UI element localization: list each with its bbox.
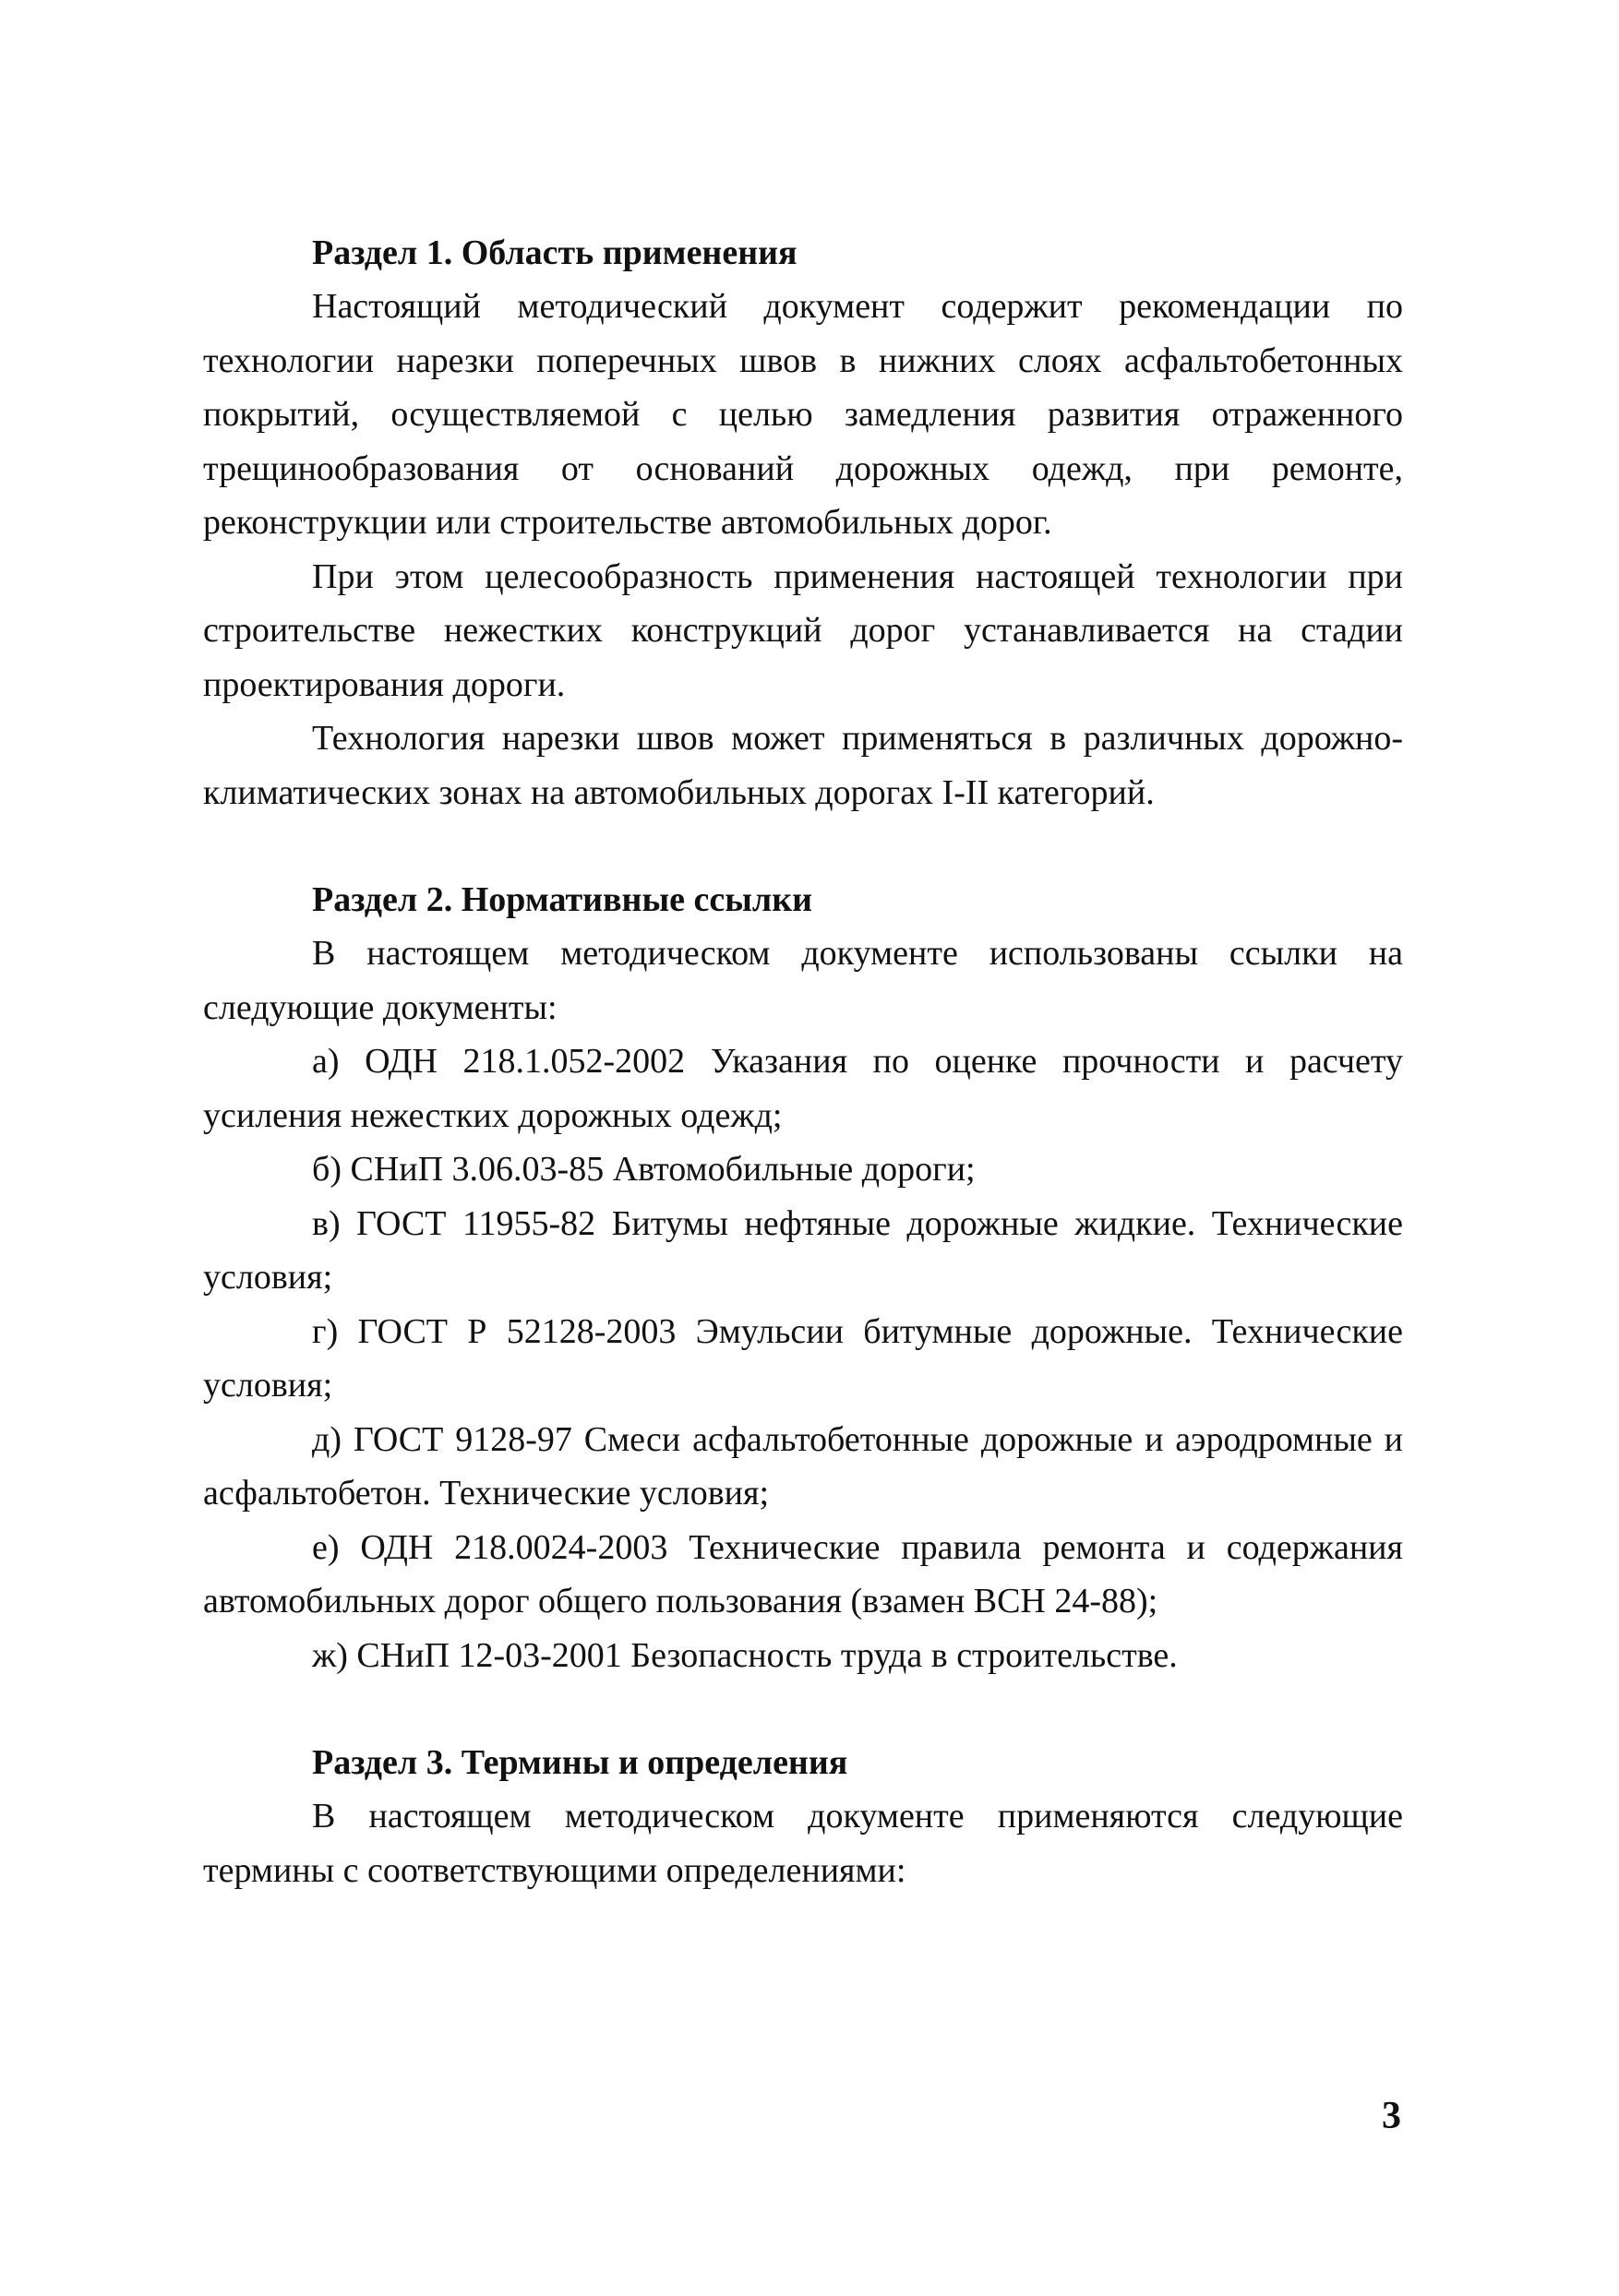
reference-b: б) СНиП 3.06.03-85 Автомобильные дороги; bbox=[312, 1150, 976, 1189]
reference-c: в) ГОСТ 11955-82 Битумы нефтяные дорожные жидкие. Технические условия; bbox=[203, 1203, 1403, 1297]
section-2-heading: Раздел 2. Нормативные ссылки bbox=[312, 880, 812, 919]
reference-a: а) ОДН 218.1.052-2002 Указания по оценке прочности и расчету усиления нежестких дорожных одежд; bbox=[203, 1042, 1403, 1135]
reference-d: г) ГОСТ Р 52128-2003 Эмульсии битумные дорожные. Технические условия; bbox=[203, 1311, 1403, 1405]
section-2-intro: В настоящем методическом документе использованы ссылки на следующие документы: bbox=[203, 934, 1403, 1027]
section-2 bbox=[203, 873, 1403, 1682]
section-3-paragraph-1: В настоящем методическом документе применяются следующие термины с соответствующими определениями: bbox=[203, 1797, 1403, 1890]
section-1-paragraph-1: Настоящий методический документ содержит рекомендации по технологии нарезки поперечных швов в нижних слоях асфальтобетонных покрытий, осуществляемой с целью замедления развития отраженного трещинообразования от оснований дорожных одежд, при ремонте, реконструкции или строительстве автомобильных дорог. bbox=[203, 287, 1403, 542]
reference-e: д) ГОСТ 9128-97 Смеси асфальтобетонные дорожные и аэродромные и асфальтобетон. Технические условия; bbox=[203, 1419, 1403, 1513]
reference-g: ж) СНиП 12-03-2001 Безопасность труда в строительстве. bbox=[312, 1635, 1178, 1675]
page-number: 3 bbox=[1382, 2095, 1401, 2137]
section-1-paragraph-2: При этом целесообразность применения настоящей технологии при строительстве нежестких конструкций дорог устанавливается на стадии проектирования дороги. bbox=[203, 556, 1403, 704]
page-content bbox=[203, 226, 1403, 1897]
section-1 bbox=[203, 226, 1403, 819]
section-gap bbox=[203, 1682, 1403, 1736]
section-1-heading: Раздел 1. Область применения bbox=[312, 233, 798, 272]
reference-f: е) ОДН 218.0024-2003 Технические правила ремонта и содержания автомобильных дорог общего пользования (взамен ВСН 24-88); bbox=[203, 1527, 1403, 1620]
section-3-heading: Раздел 3. Термины и определения bbox=[312, 1743, 848, 1782]
section-gap bbox=[203, 819, 1403, 873]
section-1-paragraph-3: Технология нарезки швов может применяться в различных дорожно-климатических зонах на автомобильных дорогах I-II категорий. bbox=[203, 719, 1403, 812]
section-3 bbox=[203, 1736, 1403, 1897]
